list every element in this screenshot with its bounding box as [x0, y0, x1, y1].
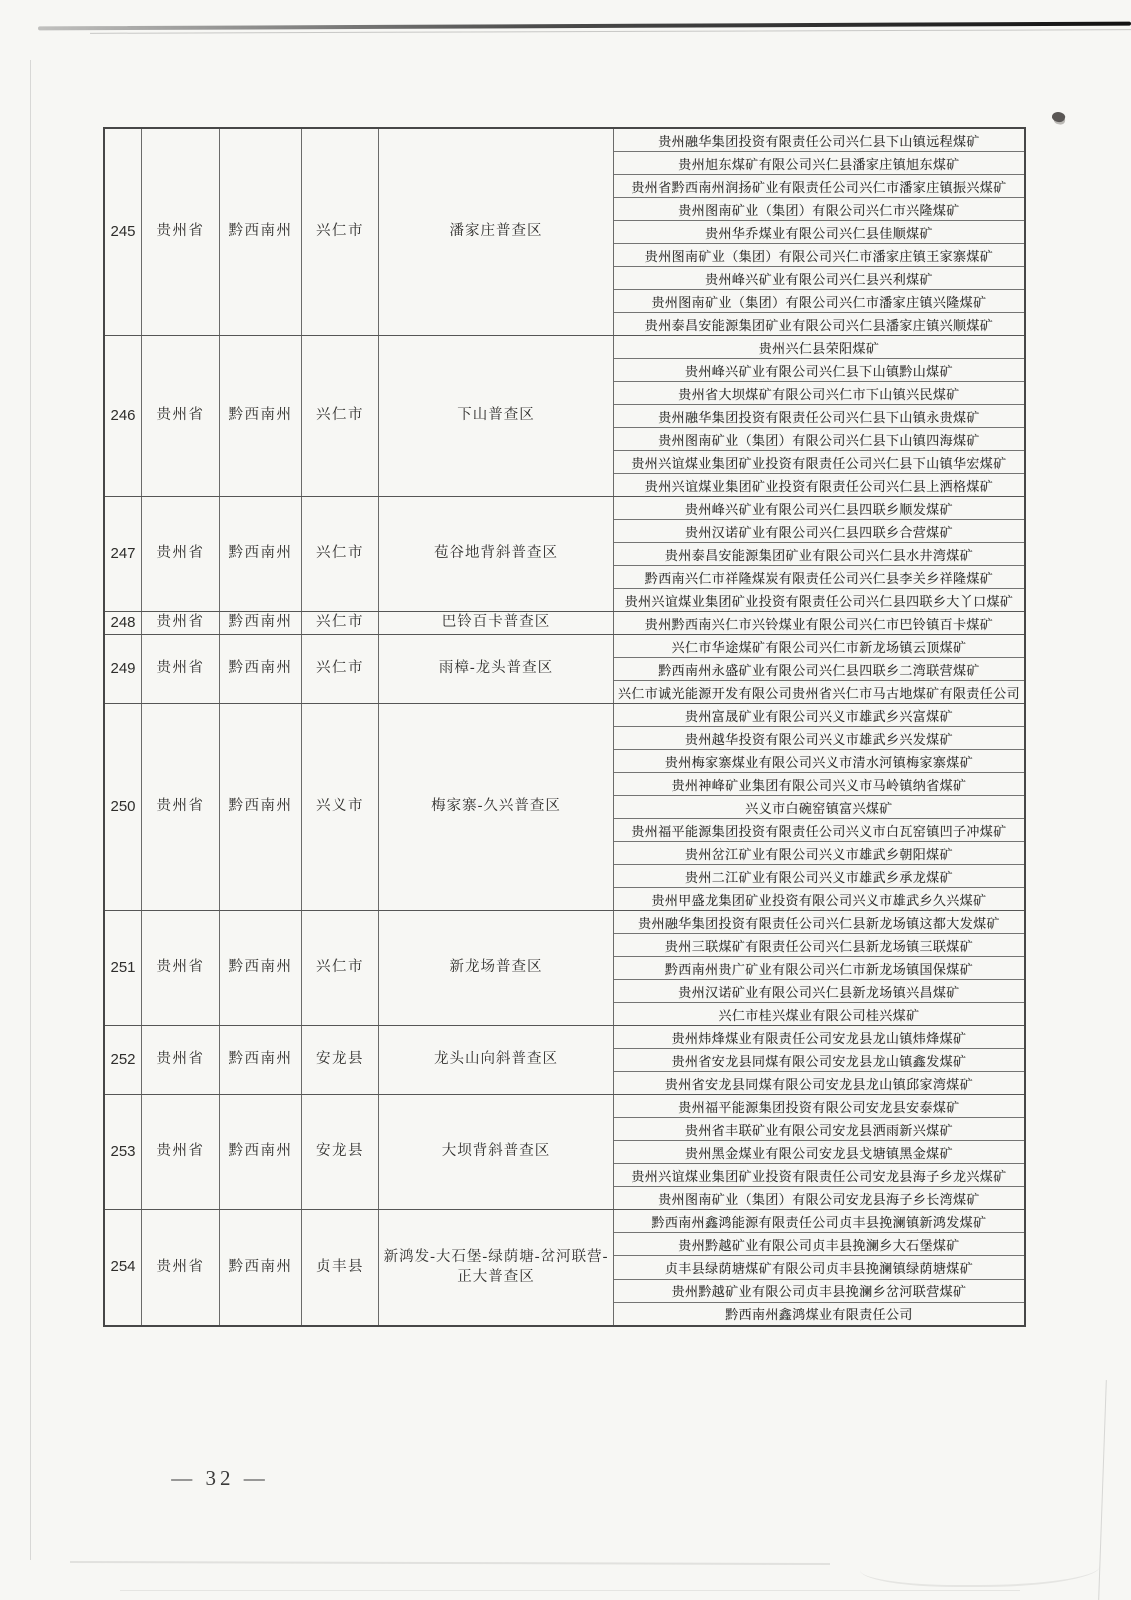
mine-list-cell [614, 497, 1024, 611]
mine-name: 贵州黔越矿业有限公司贞丰县挽澜乡大石堡煤矿 [614, 1233, 1024, 1256]
mine-list-cell [614, 129, 1024, 335]
mine-name: 贵州峰兴矿业有限公司兴仁县下山镇黔山煤矿 [614, 359, 1024, 382]
row-number-cell: 254 [105, 1210, 142, 1325]
county-cell: 兴仁市 [302, 612, 379, 634]
survey-area-cell: 下山普查区 [379, 336, 614, 496]
mine-name: 黔西南州鑫鸿煤业有限责任公司 [725, 1307, 913, 1323]
mine-name: 贵州泰昌安能源集团矿业有限公司兴仁县潘家庄镇兴顺煤矿 [644, 317, 994, 333]
mine-name: 贵州旭东煤矿有限公司兴仁县潘家庄镇旭东煤矿 [614, 152, 1024, 175]
county-cell: 兴仁市 [302, 129, 379, 335]
prefecture-cell: 黔西南州 [220, 704, 302, 910]
scan-artifact-bottom-streak-2 [120, 1590, 1020, 1591]
scan-artifact-bottom-curve [860, 1545, 1100, 1587]
province-cell: 贵州省 [142, 129, 220, 335]
county-cell: 兴仁市 [302, 497, 379, 611]
mine-name: 贵州兴谊煤业集团矿业投资有限责任公司兴仁县下山镇华宏煤矿 [614, 451, 1024, 474]
row-number-cell: 245 [105, 129, 142, 335]
mine-name: 兴仁市诚光能源开发有限公司贵州省兴仁市马古地煤矿有限责任公司 [617, 685, 1020, 701]
province-cell: 贵州省 [142, 1026, 220, 1094]
row-number-cell: 250 [105, 704, 142, 910]
province-cell: 贵州省 [142, 612, 220, 634]
survey-table [103, 127, 1026, 1327]
mine-name: 贵州峰兴矿业有限公司兴仁县四联乡顺发煤矿 [614, 497, 1024, 520]
page-number: — 32 — [171, 1466, 269, 1490]
mine-list-cell [614, 1210, 1024, 1325]
mine-list-cell [614, 336, 1024, 496]
mine-name: 贵州福平能源集团投资有限责任公司兴义市白瓦窑镇凹子冲煤矿 [614, 819, 1024, 842]
row-number-cell: 252 [105, 1026, 142, 1094]
mine-name: 贵州越华投资有限公司兴义市雄武乡兴发煤矿 [614, 727, 1024, 750]
mine-name: 贵州甲盛龙集团矿业投资有限公司兴义市雄武乡久兴煤矿 [651, 892, 987, 908]
survey-area-cell: 苞谷地背斜普查区 [379, 497, 614, 611]
mine-name: 贵州汉诺矿业有限公司兴仁县新龙场镇兴昌煤矿 [614, 980, 1024, 1003]
mine-name: 贵州黑金煤业有限公司安龙县戈塘镇黑金煤矿 [614, 1141, 1024, 1164]
mine-name: 贵州福平能源集团投资有限公司安龙县安泰煤矿 [614, 1095, 1024, 1118]
mine-name: 黔西南兴仁市祥隆煤炭有限责任公司兴仁县李关乡祥隆煤矿 [614, 566, 1024, 589]
survey-area-cell: 新龙场普查区 [379, 911, 614, 1025]
mine-name: 贵州融华集团投资有限责任公司兴仁县下山镇远程煤矿 [614, 129, 1024, 152]
mine-name: 贵州图南矿业（集团）有限公司兴仁市兴隆煤矿 [614, 198, 1024, 221]
province-cell: 贵州省 [142, 336, 220, 496]
mine-name: 贵州神峰矿业集团有限公司兴义市马岭镇纳省煤矿 [614, 773, 1024, 796]
mine-name: 贵州兴谊煤业集团矿业投资有限责任公司安龙县海子乡龙兴煤矿 [614, 1164, 1024, 1187]
county-cell: 安龙县 [302, 1095, 379, 1209]
mine-name: 贞丰县绿荫塘煤矿有限公司贞丰县挽澜镇绿荫塘煤矿 [614, 1256, 1024, 1279]
mine-name: 贵州省黔西南州润扬矿业有限责任公司兴仁市潘家庄镇振兴煤矿 [614, 175, 1024, 198]
prefecture-cell: 黔西南州 [220, 1026, 302, 1094]
mine-list-cell [614, 635, 1024, 703]
mine-name: 贵州省安龙县同煤有限公司安龙县龙山镇鑫发煤矿 [614, 1049, 1024, 1072]
scan-artifact-top-line-faint [90, 29, 1131, 34]
mine-name: 贵州兴谊煤业集团矿业投资有限责任公司兴仁县上洒格煤矿 [644, 478, 994, 494]
county-cell: 兴仁市 [302, 635, 379, 703]
table-row [105, 129, 1024, 336]
mine-name: 贵州省丰联矿业有限公司安龙县洒雨新兴煤矿 [614, 1118, 1024, 1141]
scan-artifact-ink-blob [1051, 110, 1066, 124]
county-cell: 安龙县 [302, 1026, 379, 1094]
mine-name: 贵州图南矿业（集团）有限公司兴仁市潘家庄镇王家寨煤矿 [614, 244, 1024, 267]
table-row [105, 704, 1024, 911]
prefecture-cell: 黔西南州 [220, 612, 302, 634]
survey-area-cell: 大坝背斜普查区 [379, 1095, 614, 1209]
mine-name: 黔西南州贵广矿业有限公司兴仁市新龙场镇国保煤矿 [614, 957, 1024, 980]
mine-name: 黔西南州鑫鸿能源有限责任公司贞丰县挽澜镇新鸿发煤矿 [614, 1210, 1024, 1233]
mine-name: 兴义市白碗窑镇富兴煤矿 [614, 796, 1024, 819]
province-cell: 贵州省 [142, 635, 220, 703]
county-cell: 兴仁市 [302, 911, 379, 1025]
county-cell: 兴义市 [302, 704, 379, 910]
mine-name: 兴仁市桂兴煤业有限公司桂兴煤矿 [718, 1007, 920, 1023]
prefecture-cell: 黔西南州 [220, 1210, 302, 1325]
mine-name: 贵州兴谊煤业集团矿业投资有限责任公司兴仁县四联乡大丫口煤矿 [624, 593, 1014, 609]
mine-name: 贵州富晟矿业有限公司兴义市雄武乡兴富煤矿 [614, 704, 1024, 727]
mine-name: 贵州三联煤矿有限责任公司兴仁县新龙场镇三联煤矿 [614, 934, 1024, 957]
mine-name: 贵州融华集团投资有限责任公司兴仁县新龙场镇这都大发煤矿 [614, 911, 1024, 934]
table-row [105, 336, 1024, 497]
mine-list-cell [614, 1095, 1024, 1209]
mine-list-cell [614, 704, 1024, 910]
prefecture-cell: 黔西南州 [220, 635, 302, 703]
mine-name: 贵州兴仁县荣阳煤矿 [614, 336, 1024, 359]
table-row [105, 1210, 1024, 1325]
county-cell: 贞丰县 [302, 1210, 379, 1325]
row-number-cell: 251 [105, 911, 142, 1025]
prefecture-cell: 黔西南州 [220, 336, 302, 496]
row-number-cell: 247 [105, 497, 142, 611]
mine-name: 贵州图南矿业（集团）有限公司兴仁县下山镇四海煤矿 [614, 428, 1024, 451]
mine-list-cell [614, 1026, 1024, 1094]
table-row [105, 1026, 1024, 1095]
mine-name: 贵州黔西南兴仁市兴铃煤业有限公司兴仁市巴铃镇百卡煤矿 [644, 616, 994, 632]
mine-name: 贵州融华集团投资有限责任公司兴仁县下山镇永贵煤矿 [614, 405, 1024, 428]
prefecture-cell: 黔西南州 [220, 497, 302, 611]
county-cell: 兴仁市 [302, 336, 379, 496]
table-row [105, 1095, 1024, 1210]
survey-area-cell: 新鸿发-大石堡-绿荫塘-岔河联营-正大普查区 [379, 1210, 614, 1325]
mine-name: 贵州岔江矿业有限公司兴义市雄武乡朝阳煤矿 [614, 842, 1024, 865]
prefecture-cell: 黔西南州 [220, 129, 302, 335]
scan-artifact-bottom-streak [70, 1561, 830, 1567]
mine-name: 贵州二江矿业有限公司兴义市雄武乡承龙煤矿 [614, 865, 1024, 888]
survey-area-cell: 潘家庄普查区 [379, 129, 614, 335]
mine-name: 贵州梅家寨煤业有限公司兴义市清水河镇梅家寨煤矿 [614, 750, 1024, 773]
mine-name: 贵州华乔煤业有限公司兴仁县佳顺煤矿 [614, 221, 1024, 244]
province-cell: 贵州省 [142, 497, 220, 611]
row-number-cell: 253 [105, 1095, 142, 1209]
prefecture-cell: 黔西南州 [220, 1095, 302, 1209]
mine-name: 贵州黔越矿业有限公司贞丰县挽澜乡岔河联营煤矿 [614, 1280, 1024, 1303]
prefecture-cell: 黔西南州 [220, 911, 302, 1025]
province-cell: 贵州省 [142, 1095, 220, 1209]
province-cell: 贵州省 [142, 704, 220, 910]
survey-area-cell: 巴铃百卡普查区 [379, 612, 614, 634]
survey-area-cell: 雨樟-龙头普查区 [379, 635, 614, 703]
mine-list-cell [614, 911, 1024, 1025]
mine-name: 贵州省大坝煤矿有限公司兴仁市下山镇兴民煤矿 [614, 382, 1024, 405]
survey-area-cell: 梅家寨-久兴普查区 [379, 704, 614, 910]
province-cell: 贵州省 [142, 911, 220, 1025]
table-row [105, 612, 1024, 635]
mine-name: 贵州峰兴矿业有限公司兴仁县兴利煤矿 [614, 267, 1024, 290]
mine-name: 贵州汉诺矿业有限公司兴仁县四联乡合营煤矿 [614, 520, 1024, 543]
mine-name: 贵州泰昌安能源集团矿业有限公司兴仁县水井湾煤矿 [614, 543, 1024, 566]
row-number-cell: 246 [105, 336, 142, 496]
scan-artifact-left-edge-line [30, 60, 31, 1560]
row-number-cell: 248 [105, 612, 142, 634]
mine-name: 贵州图南矿业（集团）有限公司兴仁市潘家庄镇兴隆煤矿 [614, 290, 1024, 313]
mine-name: 贵州省安龙县同煤有限公司安龙县龙山镇邱家湾煤矿 [664, 1076, 974, 1092]
province-cell: 贵州省 [142, 1210, 220, 1325]
mine-name: 贵州炜烽煤业有限责任公司安龙县龙山镇炜烽煤矿 [614, 1026, 1024, 1049]
mine-name: 黔西南州永盛矿业有限公司兴仁县四联乡二湾联营煤矿 [614, 658, 1024, 681]
mine-name: 贵州图南矿业（集团）有限公司安龙县海子乡长湾煤矿 [658, 1191, 980, 1207]
row-number-cell: 249 [105, 635, 142, 703]
mine-list-cell [614, 612, 1024, 634]
table-row [105, 911, 1024, 1026]
mine-name: 兴仁市华途煤矿有限公司兴仁市新龙场镇云顶煤矿 [614, 635, 1024, 658]
table-row [105, 635, 1024, 704]
table-row [105, 497, 1024, 612]
survey-area-cell: 龙头山向斜普查区 [379, 1026, 614, 1094]
